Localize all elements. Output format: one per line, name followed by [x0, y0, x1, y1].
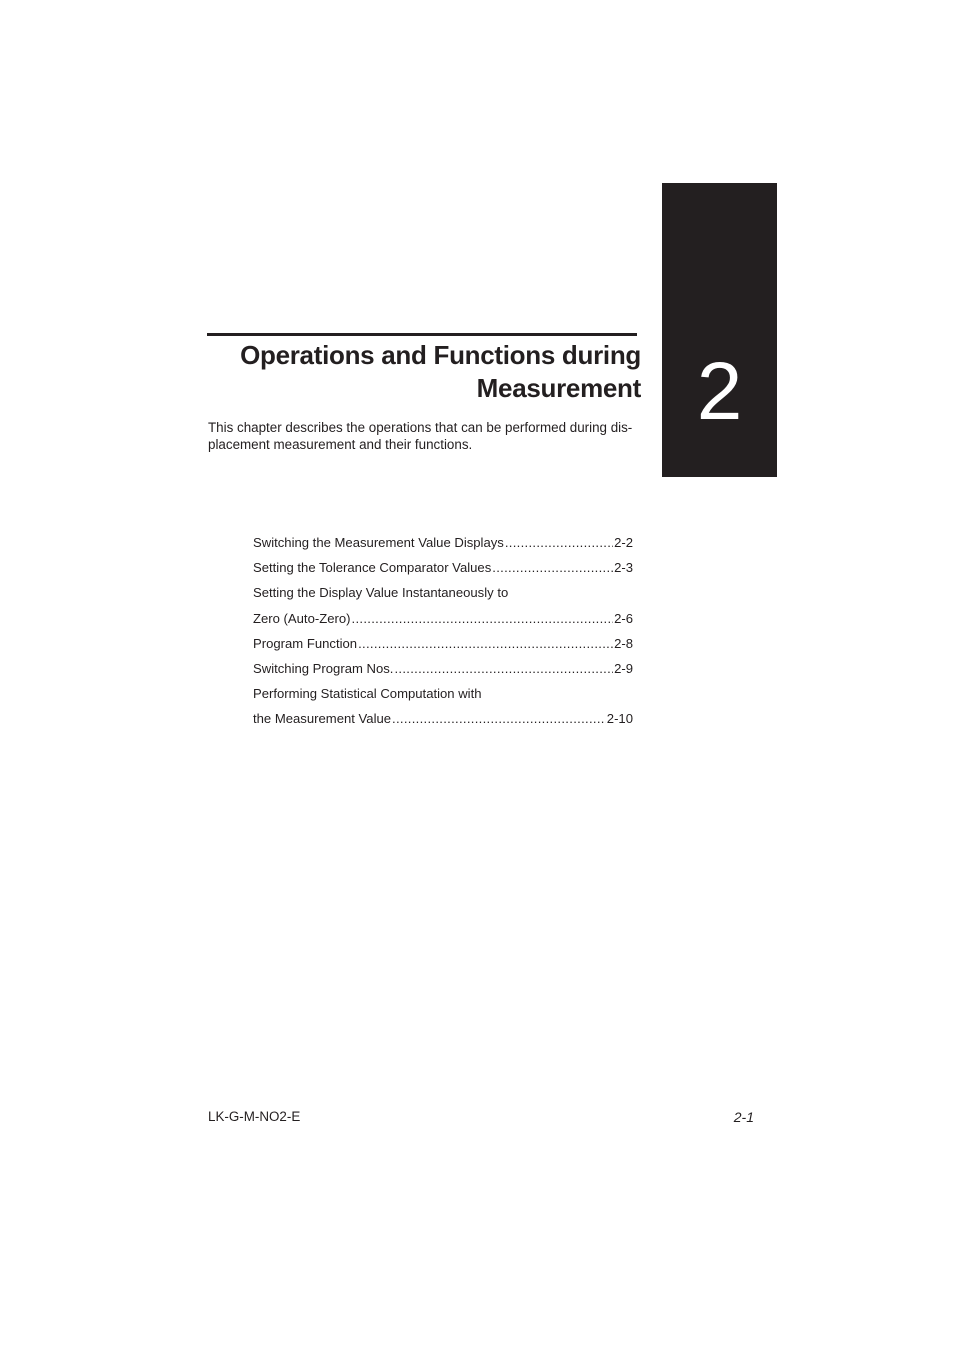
toc-entry-text: the Measurement Value — [253, 711, 392, 727]
toc-entry-statistical-computation-line-2[interactable] — [253, 706, 633, 731]
toc-entry-text: Setting the Tolerance Comparator Values — [253, 560, 492, 576]
chapter-title-line-1: Operations and Functions during — [240, 340, 641, 370]
chapter-intro-line-2: placement measurement and their functions. — [208, 437, 473, 452]
chapter-title — [200, 339, 641, 405]
toc-entry-page: 2-3 — [614, 560, 633, 576]
toc-entry-auto-zero-line-2[interactable] — [253, 606, 633, 631]
toc-dot-leader — [352, 606, 614, 631]
chapter-number: 2 — [696, 346, 743, 437]
toc-dot-leader — [394, 656, 613, 681]
chapter-title-line-2: Measurement — [476, 373, 641, 403]
title-rule — [207, 333, 637, 336]
toc-entry-text: Switching the Measurement Value Displays — [253, 535, 504, 550]
toc-entry-page: 2-8 — [614, 635, 633, 651]
toc-entry-text: Program Function — [253, 635, 358, 651]
toc-entry-page: 2-6 — [614, 610, 633, 626]
toc-entry-switching-program-nos[interactable] — [253, 656, 633, 681]
toc-entry-page: 2-2 — [614, 535, 633, 550]
page-number: 2-1 — [733, 1109, 754, 1125]
toc-entry-page: 2-9 — [614, 660, 633, 676]
toc-dot-leader — [492, 555, 613, 580]
chapter-intro-line-1: This chapter describes the operations that can be performed during dis- — [208, 420, 633, 435]
toc-entry-text: Setting the Display Value Instantaneously to — [253, 585, 509, 601]
toc-entry-program-function[interactable] — [253, 631, 633, 656]
toc-entry-auto-zero-line-1[interactable] — [253, 580, 633, 605]
toc-entry-text: Zero (Auto-Zero) — [253, 610, 351, 626]
chapter-intro — [208, 419, 640, 453]
toc-entry-switching-displays[interactable] — [253, 530, 633, 555]
toc-entry-statistical-computation-line-1[interactable] — [253, 681, 633, 706]
toc-entry-tolerance-comparator[interactable] — [253, 555, 633, 580]
toc-dot-leader — [392, 706, 606, 731]
table-of-contents — [253, 530, 633, 732]
toc-dot-leader — [358, 631, 613, 656]
document-code: LK-G-M-NO2-E — [208, 1109, 301, 1124]
toc-entry-text: Switching Program Nos. — [253, 660, 394, 676]
toc-entry-text: Performing Statistical Computation with — [253, 686, 482, 702]
chapter-tab — [662, 183, 777, 477]
toc-dot-leader — [505, 530, 613, 555]
toc-entry-page: 2-10 — [606, 711, 633, 727]
